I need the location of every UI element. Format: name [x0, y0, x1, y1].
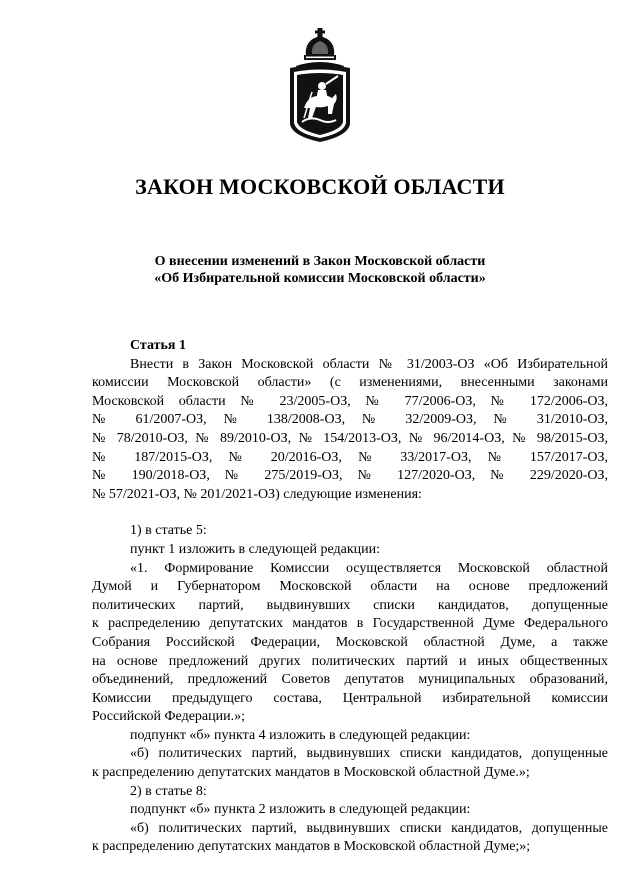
coat-of-arms-icon — [282, 26, 358, 144]
quote1-line: Думой и Губернатором Московской области на основе предложений — [92, 579, 608, 595]
quote3-line: «б) политических партий, выдвинувших списки кандидатов, допущенные — [130, 820, 608, 836]
item-2-instruction: подпункт «б» пункта 2 изложить в следующей редакции: — [130, 802, 471, 818]
intro-line: № 61/2007-ОЗ, № 138/2008-ОЗ, № 32/2009-ОЗ, № 31/2010-ОЗ, — [92, 412, 608, 428]
item-1: 1) в статье 5: — [130, 523, 207, 539]
quote1-line: политических партий, выдвинувших списки кандидатов, допущенные — [92, 597, 608, 613]
quote3-line: к распределению депутатских мандатов в Московской областной Думе;»; — [92, 839, 531, 855]
quote1-line: к распределению депутатских мандатов в Государственной Думе Федерального — [92, 616, 608, 632]
quote1-line: на основе предложений других политических партий и иных общественных — [92, 653, 608, 669]
document-subtitle-line1: О внесении изменений в Закон Московской области — [154, 254, 486, 269]
quote1-line: Собрания Российской Федерации, Московской областной Думе, а также — [92, 634, 608, 650]
quote2-line: к распределению депутатских мандатов в Московской областной Думе.»; — [92, 765, 530, 781]
item-2: 2) в статье 8: — [130, 783, 207, 799]
intro-line: № 187/2015-ОЗ, № 20/2016-ОЗ, № 33/2017-ОЗ, № 157/2017-ОЗ, — [92, 449, 608, 465]
document-body — [92, 337, 608, 857]
quote1-line: объединений, предложений Советов депутатов муниципальных образований, — [92, 672, 608, 688]
item-1-instruction-2: подпункт «б» пункта 4 изложить в следующей редакции: — [130, 727, 471, 743]
intro-line: № 190/2018-ОЗ, № 275/2019-ОЗ, № 127/2020-ОЗ, № 229/2020-ОЗ, — [92, 468, 608, 484]
document-title: ЗАКОН МОСКОВСКОЙ ОБЛАСТИ — [135, 174, 505, 199]
intro-line: № 57/2021-ОЗ, № 201/2021-ОЗ) следующие изменения: — [92, 486, 422, 502]
intro-line: комиссии Московской области» (с изменениями, внесенными законами — [92, 375, 608, 391]
article-heading: Статья 1 — [130, 338, 186, 353]
item-1-instruction: пункт 1 изложить в следующей редакции: — [130, 541, 380, 557]
intro-line: Московской области № 23/2005-ОЗ, № 77/2006-ОЗ, № 172/2006-ОЗ, — [92, 393, 608, 409]
intro-line: Внести в Закон Московской области № 31/2003-ОЗ «Об Избирательной — [130, 356, 608, 372]
intro-line: № 78/2010-ОЗ, № 89/2010-ОЗ, № 154/2013-ОЗ, № 96/2014-ОЗ, № 98/2015-ОЗ, — [92, 430, 608, 446]
quote2-line: «б) политических партий, выдвинувших списки кандидатов, допущенные — [130, 746, 608, 762]
quote1-line: Российской Федерации.»; — [92, 709, 246, 725]
document-subtitle-line2: «Об Избирательной комиссии Московской области» — [154, 271, 486, 286]
quote1-line: Комиссии предыдущего состава, Центральной избирательной комиссии — [92, 690, 608, 706]
quote1-line: «1. Формирование Комиссии осуществляется Московской областной — [130, 560, 608, 576]
